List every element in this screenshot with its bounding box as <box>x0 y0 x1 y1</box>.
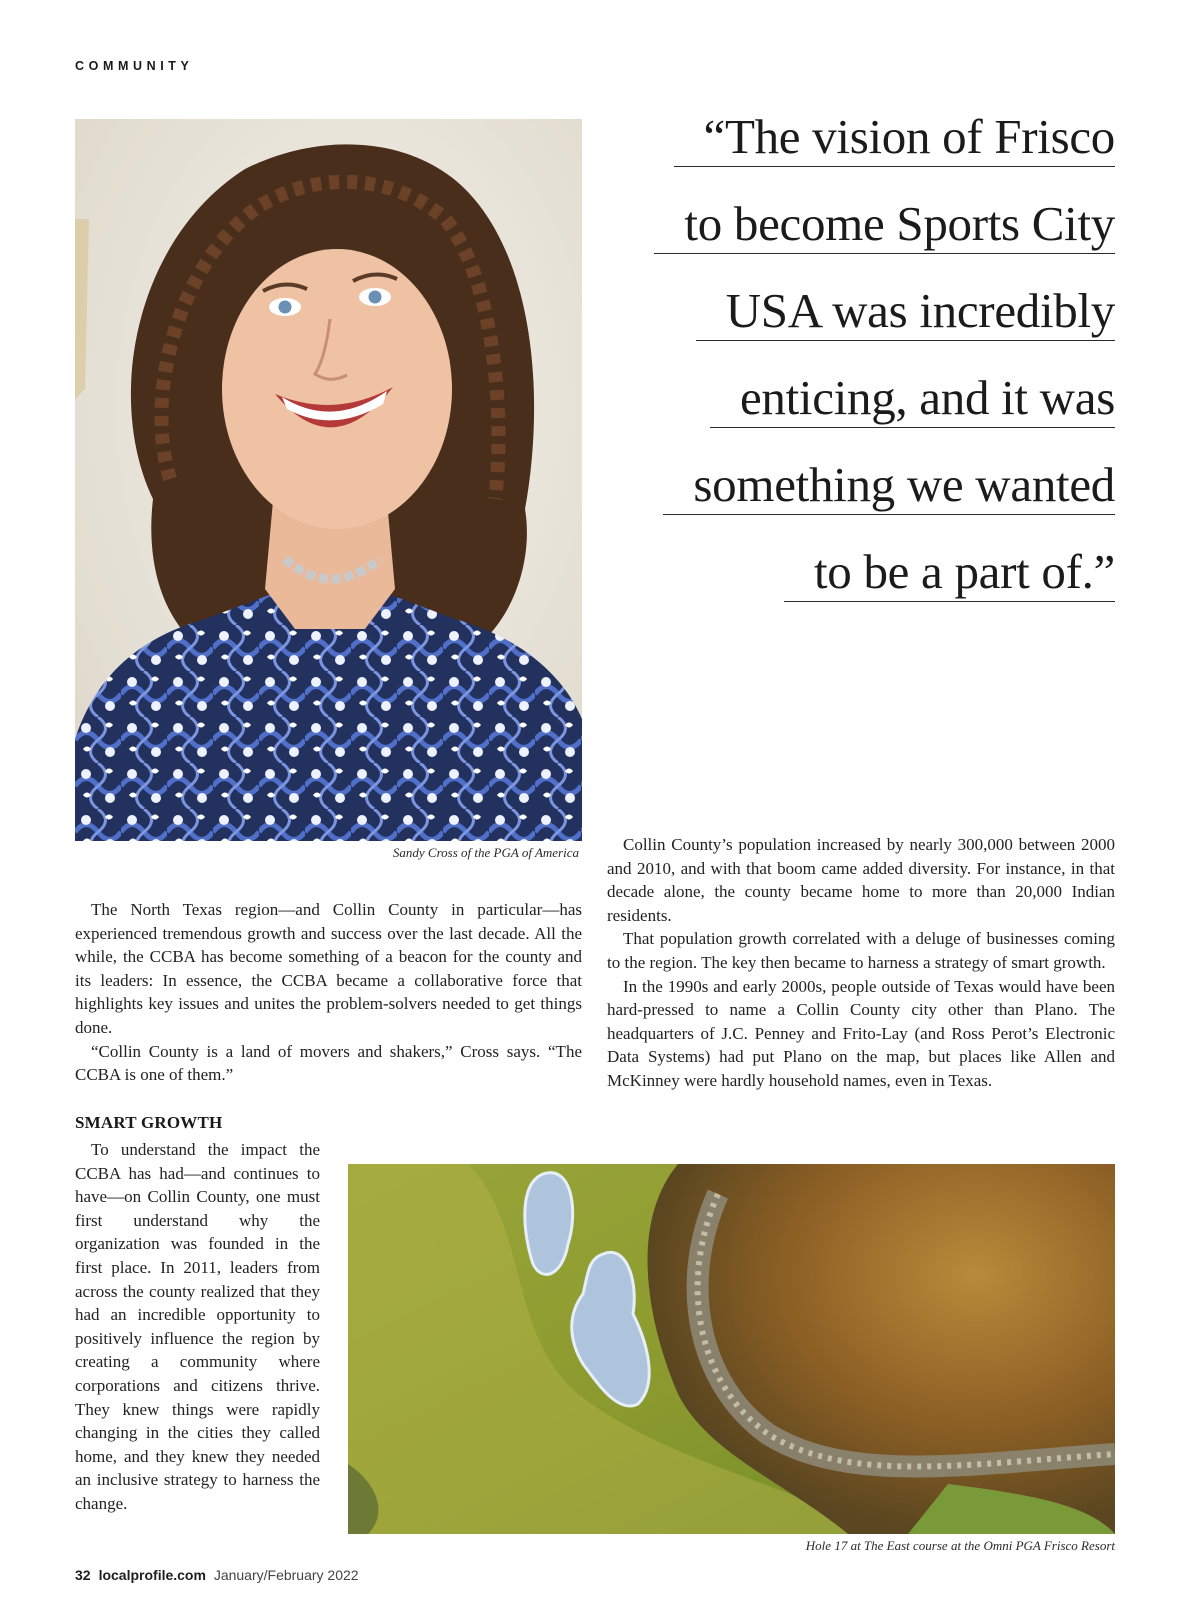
portrait-photo <box>75 119 582 841</box>
paragraph: Collin County’s population increased by nearly 300,000 between 2000 and 2010, and with that boom came added diversity. For instance, in that decade alone, the county became home to more than 20,000 Indian residents. <box>607 835 1115 925</box>
paragraph: In the 1990s and early 2000s, people outside of Texas would have been hard-pressed to name a Collin County city other than Plano. The headquarters of J.C. Penney and Frito-Lay (and Ross Perot’s Electronic Data Systems) had put Plano on the map, but places like Allen and McKinney were hardly household names, even in Texas. <box>607 976 1115 1090</box>
pull-quote-line: to become Sports City <box>654 195 1115 254</box>
paragraph: “Collin County is a land of movers and shakers,” Cross says. “The CCBA is one of them.” <box>75 1041 582 1085</box>
pull-quote-line: USA was incredibly <box>696 282 1115 341</box>
pull-quote-line: to be a part of.” <box>784 543 1115 602</box>
paragraph: The North Texas region—and Collin County in particular—has experienced tremendous growth and success over the last decade. All the while, the CCBA has become something of a beacon for the county and its leaders: In essence, the CCBA became a collaborative force that highlights key issues and unites the problem-solvers needed to get things done. <box>75 900 582 1037</box>
article-column-right <box>607 833 1115 1093</box>
section-label: COMMUNITY <box>75 59 194 73</box>
portrait-caption: Sandy Cross of the PGA of America <box>392 845 579 860</box>
article-column-narrow <box>75 1138 320 1516</box>
pull-quote-line: something we wanted <box>663 456 1115 515</box>
golf-course-photo <box>348 1164 1115 1534</box>
golf-caption: Hole 17 at The East course at the Omni PGA Frisco Resort <box>805 1538 1115 1553</box>
page-number: 32 <box>75 1567 91 1583</box>
article-column-left <box>75 898 582 1087</box>
page-footer <box>75 1567 359 1583</box>
paragraph: That population growth correlated with a deluge of businesses coming to the region. The key then became to harness a strategy of smart growth. <box>607 929 1115 972</box>
subhead: SMART GROWTH <box>75 1113 223 1132</box>
footer-issue: January/February 2022 <box>213 1567 359 1583</box>
pull-quote-line: enticing, and it was <box>710 369 1115 428</box>
pull-quote <box>620 108 1115 630</box>
pull-quote-line: “The vision of Frisco <box>674 108 1116 167</box>
paragraph: To understand the impact the CCBA has had—and continues to have—on Collin County, one must first understand why the organization was founded in the first place. In 2011, leaders from across the county realized that they had an incredible opportunity to positively influence the region by creating a community where corporations and citizens thrive. They knew things were rapidly changing in the cities they called home, and they knew they needed an inclusive strategy to harness the change. <box>75 1140 320 1513</box>
footer-site: localprofile.com <box>98 1567 206 1583</box>
